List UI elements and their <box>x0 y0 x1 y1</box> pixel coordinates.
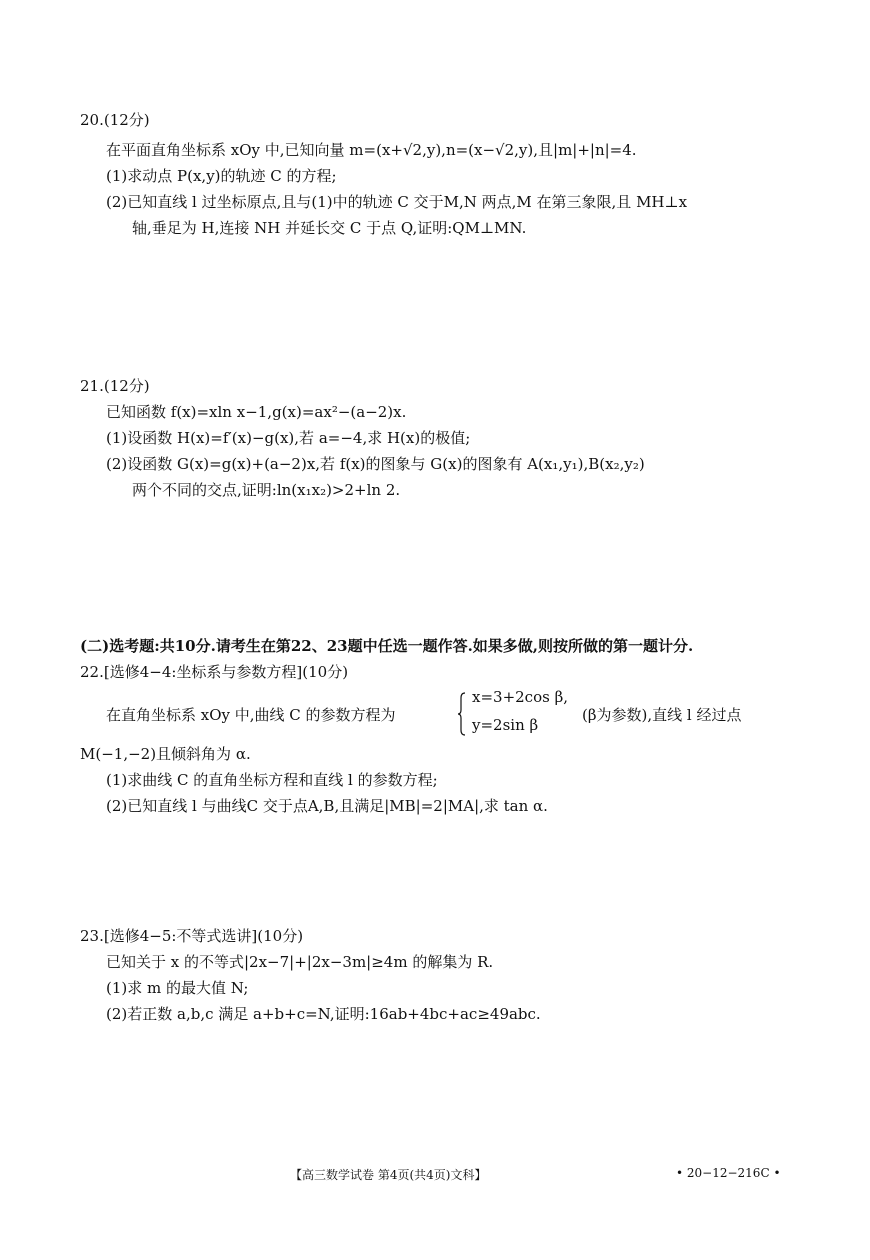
q23-header: 23.[选修4−5:不等式选讲](10分) <box>80 927 304 945</box>
q22-stem-pre: 在直角坐标系 xOy 中,曲线 C 的参数方程为 <box>106 706 396 724</box>
q20-part2-line2: 轴,垂足为 H,连接 NH 并延长交 C 于点 Q,证明:QM⊥MN. <box>132 219 527 237</box>
q23-stem: 已知关于 x 的不等式|2x−7|+|2x−3m|≥4m 的解集为 R. <box>106 953 494 971</box>
page-footer: 【高三数学试卷 第4页(共4页)文科】 <box>290 1168 487 1182</box>
q20-part1: (1)求动点 P(x,y)的轨迹 C 的方程; <box>106 167 337 185</box>
left-brace-icon <box>458 692 466 736</box>
q20-part2-line1: (2)已知直线 l 过坐标原点,且与(1)中的轨迹 C 交于M,N 两点,M 在第三象限,且 MH⊥x <box>106 193 688 211</box>
q23-part2: (2)若正数 a,b,c 满足 a+b+c=N,证明:16ab+4bc+ac≥49abc. <box>106 1005 541 1023</box>
q21-header: 21.(12分) <box>80 377 150 395</box>
q22-stem-post: (β为参数),直线 l 经过点 <box>582 706 742 724</box>
q22-part2: (2)已知直线 l 与曲线C 交于点A,B,且满足|MB|=2|MA|,求 tan α. <box>106 797 548 815</box>
q23-part1: (1)求 m 的最大值 N; <box>106 979 249 997</box>
section-optional-heading: (二)选考题:共10分.请考生在第22、23题中任选一题作答.如果多做,则按所做的第一题计分. <box>80 637 694 655</box>
q22-header: 22.[选修4−4:坐标系与参数方程](10分) <box>80 663 349 681</box>
q21-part2-line2: 两个不同的交点,证明:ln(x₁x₂)>2+ln 2. <box>132 481 401 499</box>
q22-part1: (1)求曲线 C 的直角坐标方程和直线 l 的参数方程; <box>106 771 438 789</box>
q20-header: 20.(12分) <box>80 111 150 129</box>
q21-stem: 已知函数 f(x)=xln x−1,g(x)=ax²−(a−2)x. <box>106 403 407 421</box>
q22-eq-y: y=2sin β <box>472 716 539 734</box>
q20-stem: 在平面直角坐标系 xOy 中,已知向量 m=(x+√2,y),n=(x−√2,y),且|m|+|n|=4. <box>106 141 637 159</box>
q22-parametric-stem <box>106 688 796 742</box>
q22-eq-x: x=3+2cos β, <box>472 688 569 706</box>
q21-part2-line1: (2)设函数 G(x)=g(x)+(a−2)x,若 f(x)的图象与 G(x)的图象有 A(x₁,y₁),B(x₂,y₂) <box>106 455 645 473</box>
q22-stem-line2: M(−1,−2)且倾斜角为 α. <box>80 745 251 763</box>
q21-part1: (1)设函数 H(x)=f′(x)−g(x),若 a=−4,求 H(x)的极值; <box>106 429 471 447</box>
paper-code: • 20−12−216C • <box>676 1166 781 1180</box>
